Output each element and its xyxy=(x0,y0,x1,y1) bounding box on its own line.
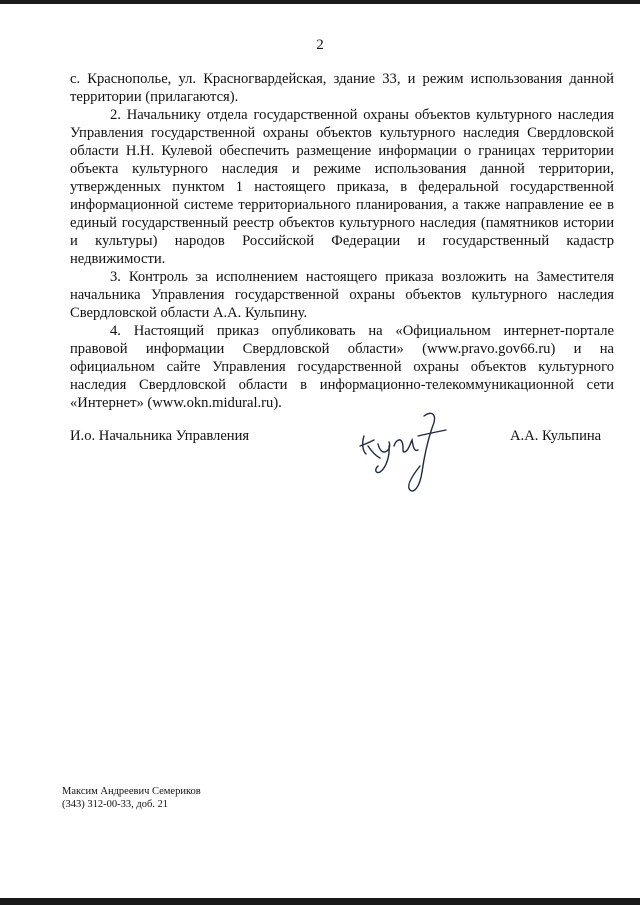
handwritten-signature xyxy=(356,406,452,498)
scan-top-edge xyxy=(0,0,640,4)
executor-contact xyxy=(62,785,201,811)
document-body xyxy=(70,70,614,412)
page-number: 2 xyxy=(316,37,324,53)
scan-bottom-edge xyxy=(0,898,640,905)
paragraph-item-2: 2. Начальнику отдела государственной охраны объектов культурного наследия Управления государственной охраны объектов культурного наследия Свердловской области Н.Н. Кулевой обеспечить размещение информации о границах территории объекта культурного наследия и режиме использования данной территории, утвержденных пунктом 1 настоящего приказа, в федеральной государственной информационной системе территориального планирования, а также направление ее в единый государственный реестр объектов культурного наследия (памятников истории и культуры) народов Российской Федерации и государственный кадастр недвижимости. xyxy=(70,107,614,267)
paragraph-item-3: 3. Контроль за исполнением настоящего приказа возложить на Заместителя начальника Управления государственной охраны объектов культурного наследия Свердловской области А.А. Кульпину. xyxy=(70,269,614,321)
executor-phone: (343) 312-00-33, доб. 21 xyxy=(62,799,169,810)
signatory-position: И.о. Начальника Управления xyxy=(70,428,250,444)
paragraph-continuation: с. Краснополье, ул. Красногвардейская, здание 33, и режим использования данной территории (прилагаются). xyxy=(70,71,614,105)
executor-name: Максим Андреевич Семериков xyxy=(62,786,201,797)
paragraph-item-4: 4. Настоящий приказ опубликовать на «Официальном интернет-портале правовой информации Свердловской области» (www.pravo.gov66.ru) и на официальном сайте Управления государственной охраны объектов культурного наследия Свердловской области в информационно-телекоммуникационной сети «Интернет» (www.okn.midural.ru). xyxy=(70,323,614,411)
signer-name: А.А. Кульпина xyxy=(510,428,602,444)
